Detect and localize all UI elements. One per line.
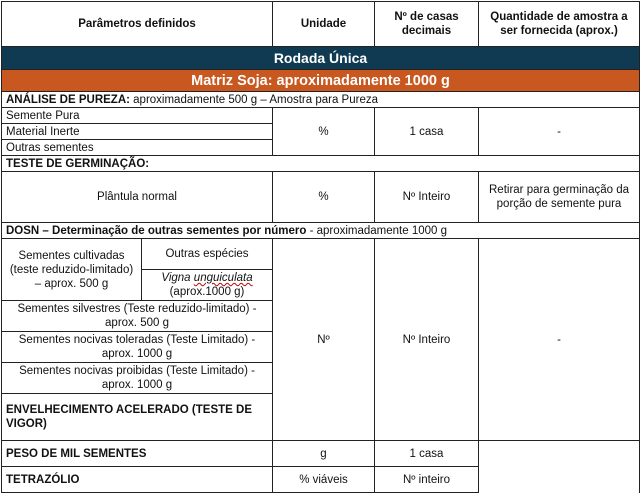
germination-item: Plântula normal [2, 172, 273, 223]
parameters-table [1, 1, 640, 493]
tetrazolio-row [2, 467, 640, 493]
thousand-decimals: 1 casa [375, 441, 479, 467]
header-quantity: Quantidade de amostra a ser fornecida (aprox.) [479, 2, 640, 47]
germination-unit: % [273, 172, 375, 223]
header-unit: Unidade [273, 2, 375, 47]
dosn-other-species: Outras espécies [142, 239, 273, 270]
purity-section [2, 92, 640, 108]
purity-title: ANÁLISE DE PUREZA: [6, 93, 130, 106]
purity-detail: aproximadamente 500 g – Amostra para Pureza [129, 93, 378, 106]
purity-item-other: Outras sementes [2, 140, 273, 156]
thousand-unit: g [273, 441, 375, 467]
dosn-detail: - aproximadamente 1000 g [306, 224, 448, 237]
germination-title: TESTE DE GERMINAÇÃO: [2, 156, 640, 172]
dosn-row-1 [2, 239, 640, 270]
dosn-prohibited: Sementes nocivas proibidas (Teste Limitado) - aprox. 1000 g [2, 363, 273, 394]
dosn-section [2, 223, 640, 239]
vigna-genus: Vigna [161, 272, 191, 284]
dosn-vigna [142, 270, 273, 301]
dosn-unit: Nº [273, 239, 375, 441]
vigna-qty: (aprox.1000 g) [169, 286, 245, 298]
matrix-row [2, 70, 640, 92]
tetrazolio-decimals: Nº inteiro [375, 467, 479, 493]
purity-item-pure: Semente Pura [2, 108, 273, 124]
thousand-row [2, 441, 640, 467]
dosn-cultivated: Sementes cultivadas (teste reduzido-limitado) – aprox. 500 g [2, 239, 142, 301]
purity-quantity: - [479, 108, 640, 156]
purity-row-1 [2, 108, 640, 124]
germination-quantity: Retirar para germinação da porção de semente pura [479, 172, 640, 223]
tetrazolio-unit: % viáveis [273, 467, 375, 493]
header-decimals: Nº de casas decimais [375, 2, 479, 47]
germination-decimals: Nº Inteiro [375, 172, 479, 223]
germination-row [2, 172, 640, 223]
round-title: Rodada Única [2, 47, 640, 70]
purity-section-row [2, 92, 640, 108]
dosn-tolerated: Sementes nocivas toleradas (Teste Limitado) - aprox. 1000 g [2, 332, 273, 363]
header-row [2, 2, 640, 47]
round-row [2, 47, 640, 70]
dosn-quantity: - [479, 239, 640, 441]
matrix-title: Matriz Soja: aproximadamente 1000 g [2, 70, 640, 92]
header-params: Parâmetros definidos [2, 2, 273, 47]
germination-section-row [2, 156, 640, 172]
vigor-title: ENVELHECIMENTO ACELERADO (TESTE DE VIGOR) [2, 394, 273, 441]
dosn-section-row [2, 223, 640, 239]
thousand-title: PESO DE MIL SEMENTES [2, 441, 273, 467]
purity-decimals: 1 casa [375, 108, 479, 156]
dosn-decimals: Nº Inteiro [375, 239, 479, 441]
vigna-species: unguiculata [193, 272, 253, 284]
dosn-title: DOSN – Determinação de outras sementes por número [6, 224, 307, 237]
purity-item-inert: Material Inerte [2, 124, 273, 140]
tetrazolio-title: TETRAZÓLIO [2, 467, 273, 493]
dosn-wild: Sementes silvestres (Teste reduzido-limitado) - aprox. 500 g [2, 301, 273, 332]
purity-unit: % [273, 108, 375, 156]
